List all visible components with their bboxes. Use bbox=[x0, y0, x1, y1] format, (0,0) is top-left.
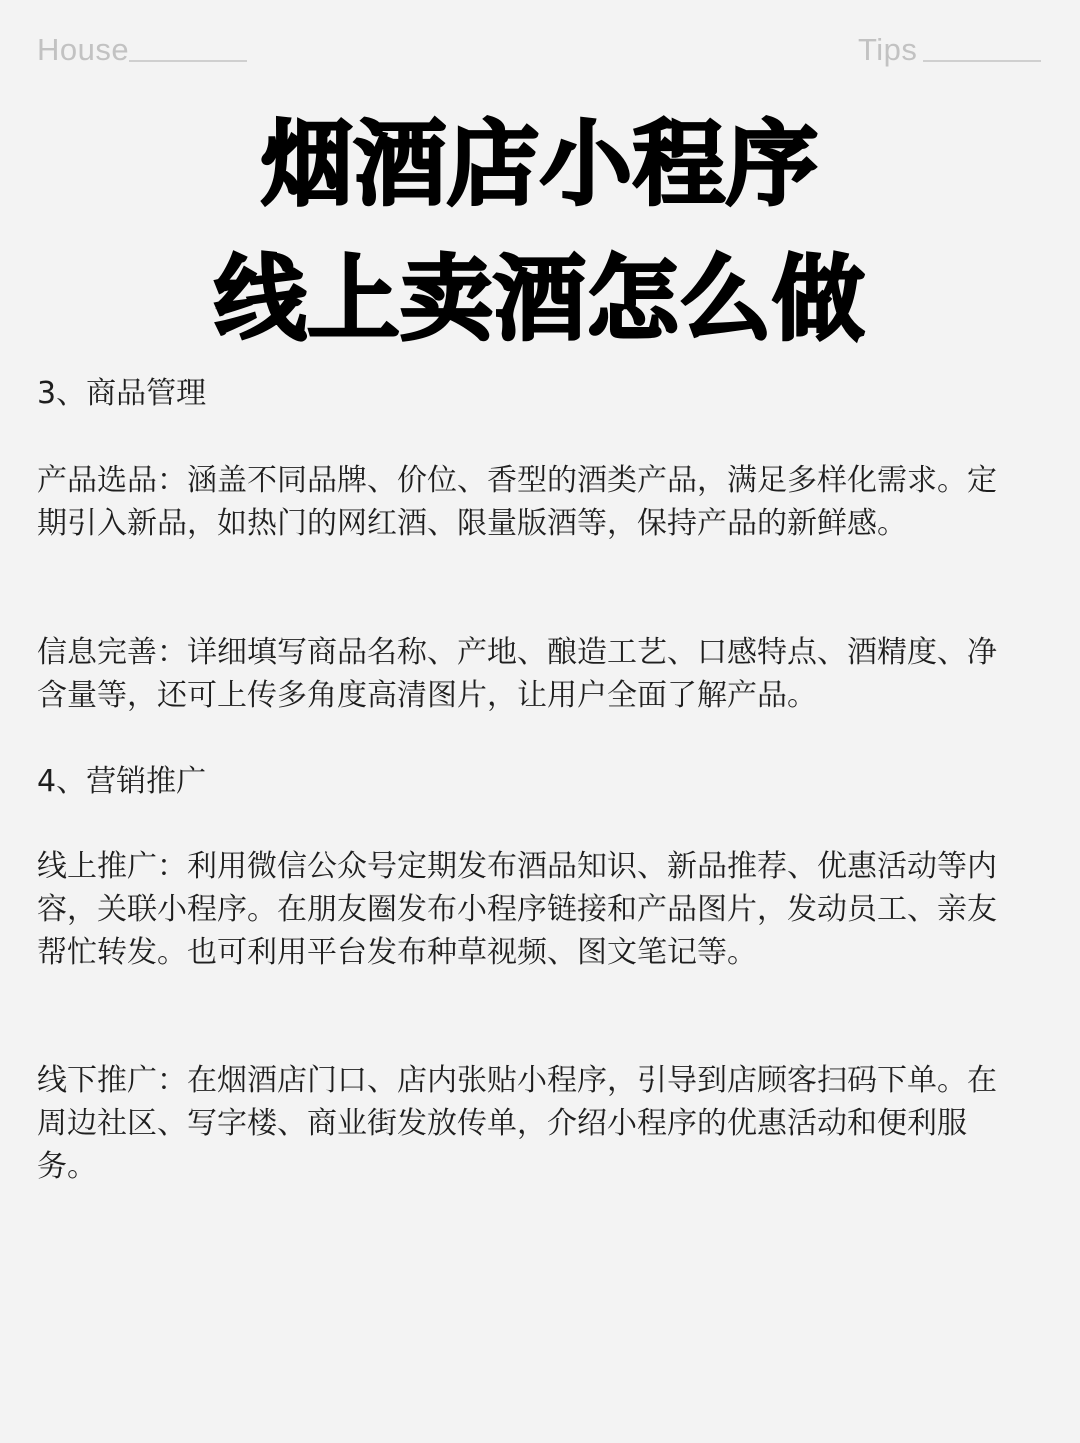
title-line-1: 烟酒店小程序 bbox=[260, 111, 819, 218]
paragraph-product-info: 信息完善：详细填写商品名称、产地、酿造工艺、口感特点、酒精度、净含量等，还可上传多角度高清图片，让用户全面了解产品。 bbox=[37, 635, 997, 713]
section-heading-marketing: 4、营销推广 bbox=[37, 764, 207, 799]
paragraph-online-promotion: 线上推广：利用微信公众号定期发布酒品知识、新品推荐、优惠活动等内容，关联小程序。在朋友圈发布小程序链接和产品图片，发动员工、亲友帮忙转发。也可利用平台发布种草视频、图文笔记等。 bbox=[37, 849, 997, 970]
header-right-rule bbox=[923, 60, 1041, 62]
title-line-2: 线上卖酒怎么做 bbox=[214, 246, 866, 353]
paragraph-product-selection: 产品选品：涵盖不同品牌、价位、香型的酒类产品，满足多样化需求。定期引入新品，如热门的网红酒、限量版酒等，保持产品的新鲜感。 bbox=[37, 463, 997, 541]
header-left-label: House bbox=[37, 32, 130, 67]
paragraph-offline-promotion: 线下推广：在烟酒店门口、店内张贴小程序，引导到店顾客扫码下单。在周边社区、写字楼、商业街发放传单，介绍小程序的优惠活动和便利服务。 bbox=[37, 1063, 997, 1184]
section-heading-product-management: 3、商品管理 bbox=[37, 376, 207, 411]
header-left-rule bbox=[129, 60, 247, 62]
header-right-label: Tips bbox=[858, 32, 918, 67]
